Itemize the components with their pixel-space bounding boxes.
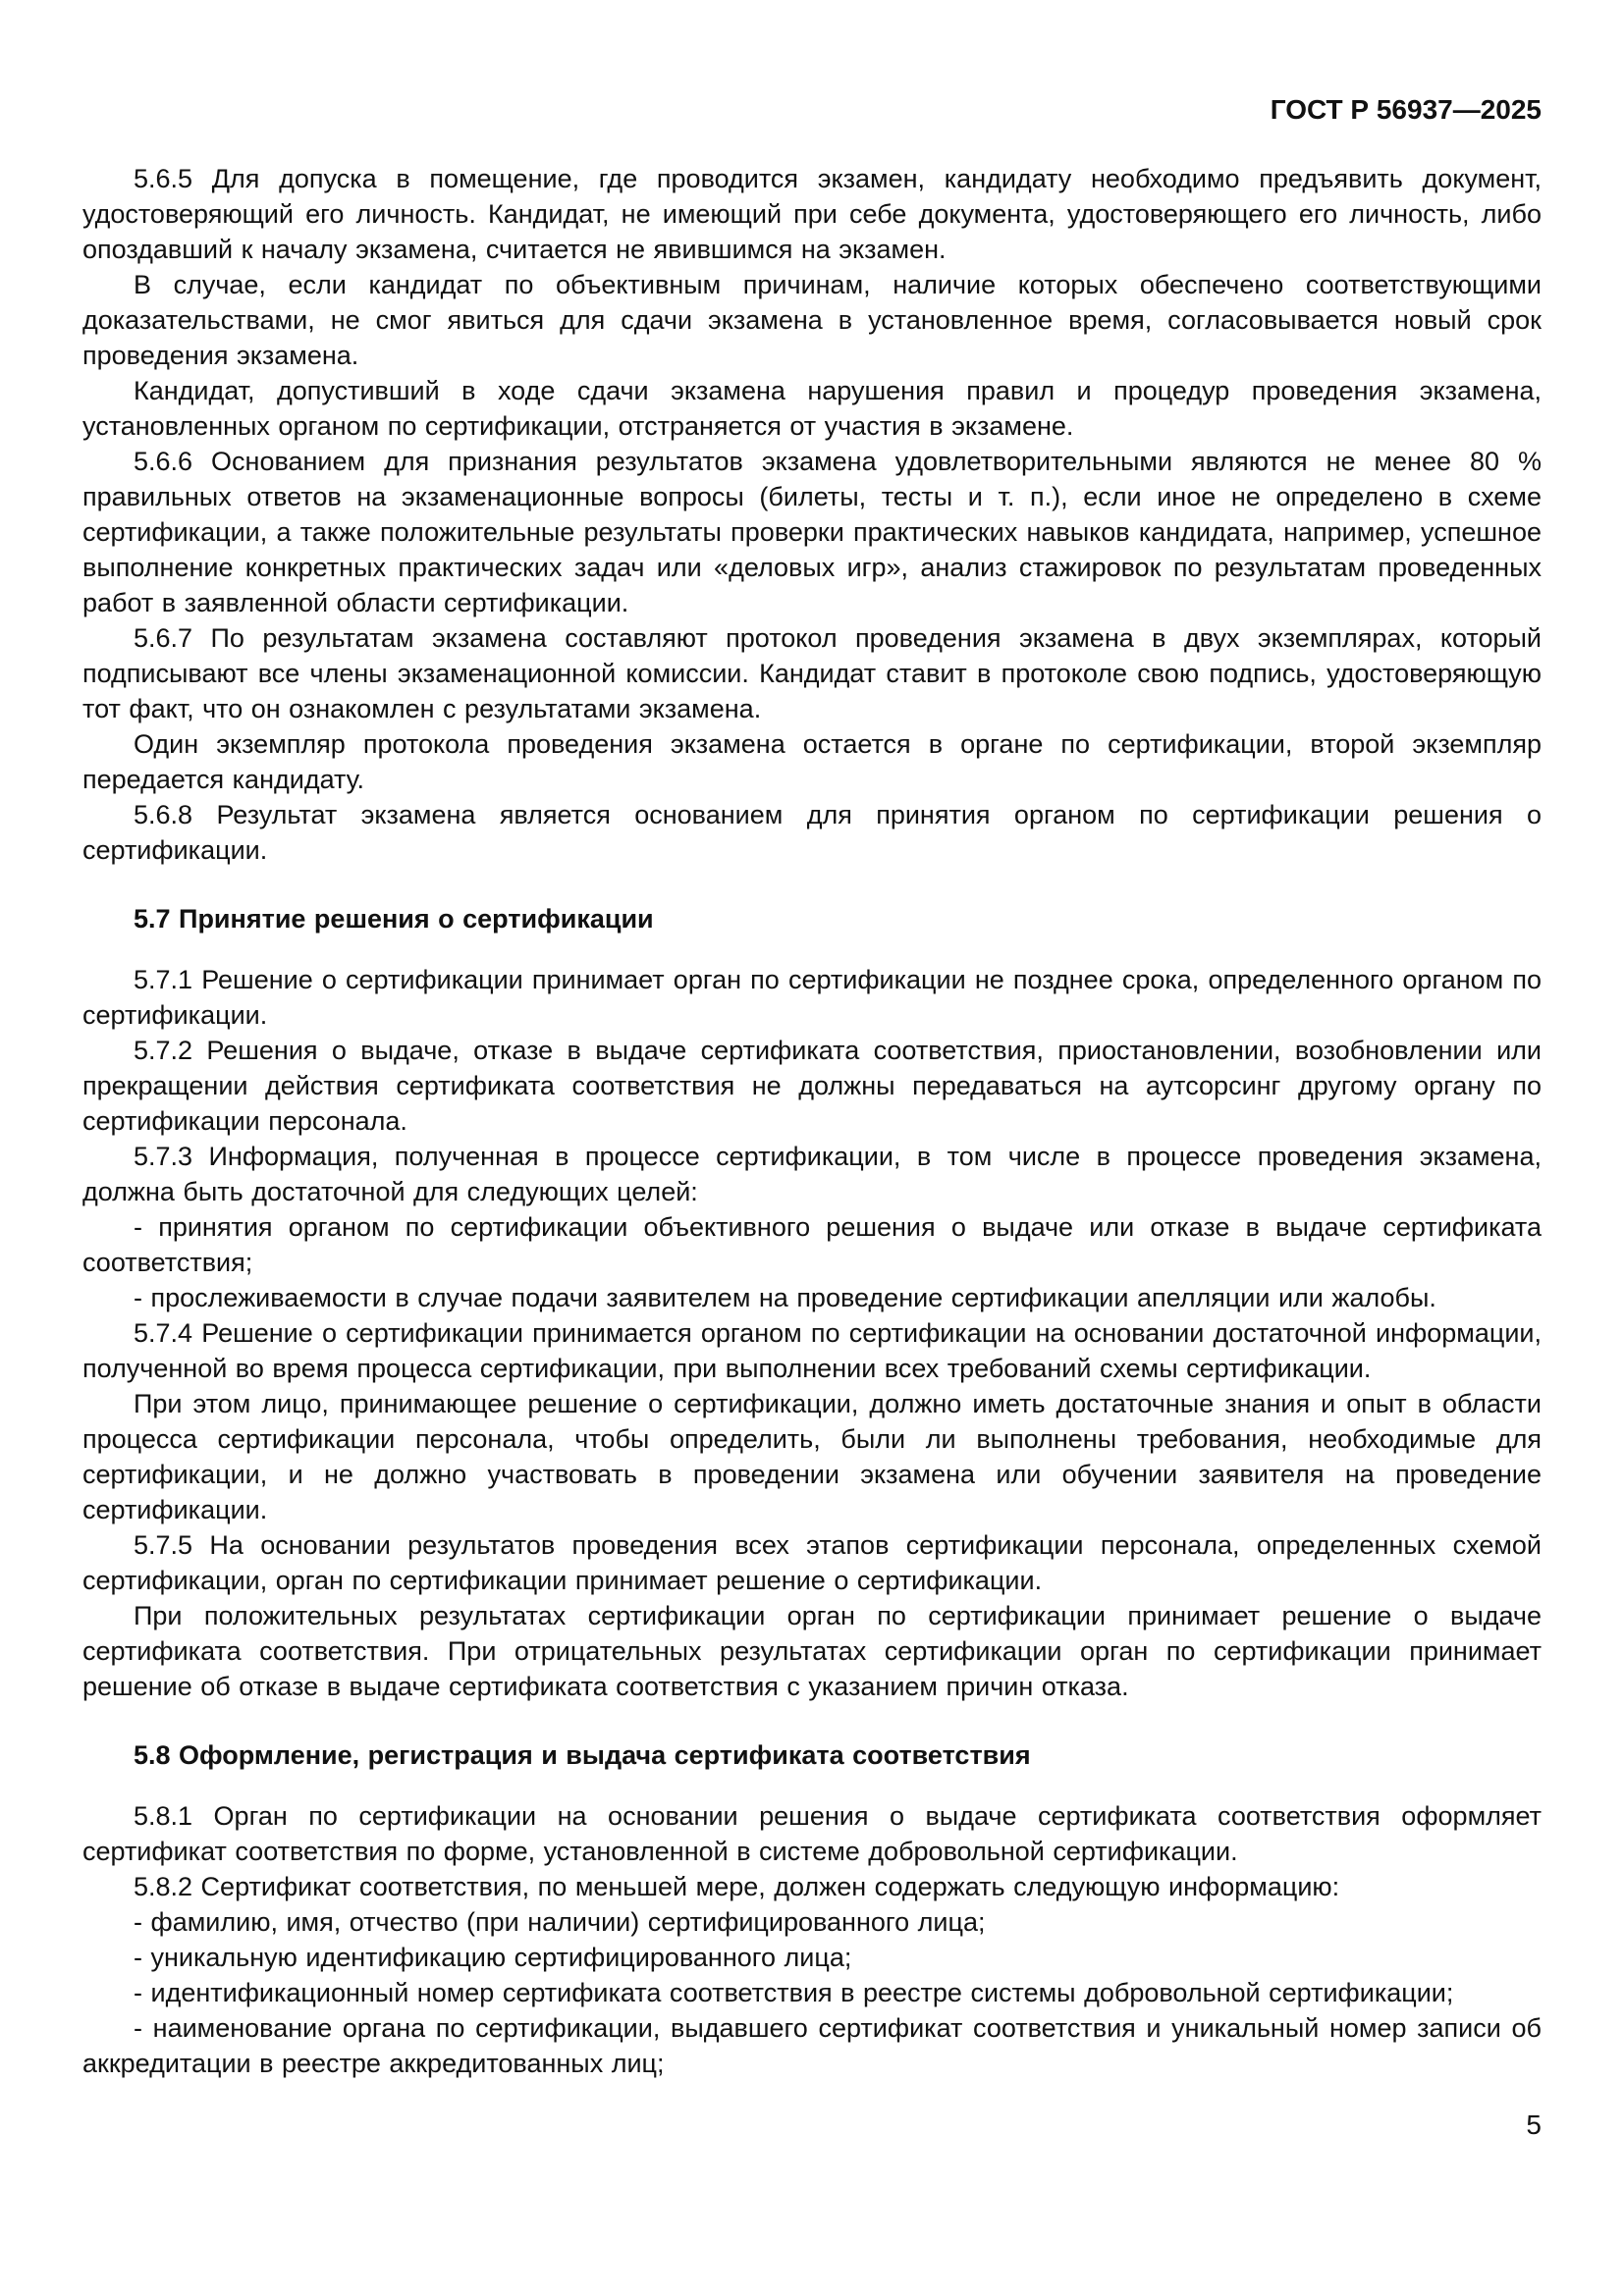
paragraph: 5.6.7 По результатам экзамена составляют протокол проведения экзамена в двух экземплярах, который подписывают все члены экзаменационной комиссии. Кандидат ставит в протоколе свою подпись, удостоверяющую тот факт, что он ознакомлен с результатами экзамена. [82,623,1542,723]
paragraph: 5.7.4 Решение о сертификации принимается органом по сертификации на основании достаточной информации, полученной во время процесса сертификации, при выполнении всех требований схемы сертификации. [82,1318,1542,1383]
paragraph: В случае, если кандидат по объективным причинам, наличие которых обеспечено соответствующими доказательствами, не смог явиться для сдачи экзамена в установленное время, согласовывается новый срок проведения экзамена. [82,270,1542,370]
paragraph: 5.8.2 Сертификат соответствия, по меньшей мере, должен содержать следующую информацию: [134,1872,1340,1901]
paragraph: 5.6.6 Основанием для признания результатов экзамена удовлетворительными являются не менее 80 % правильных ответов на экзаменационные вопросы (билеты, тесты и т. п.), если иное не определено в схеме сертификации, а также положительные результаты проверки практических навыков кандидата, например, успешное выполнение конкретных практических задач или «деловых игр», анализ стажировок по результатам проведенных работ в заявленной области сертификации. [82,447,1542,617]
paragraph: - фамилию, имя, отчество (при наличии) сертифицированного лица; [134,1907,986,1937]
document-body [82,161,1542,2081]
paragraph: - идентификационный номер сертификата соответствия в реестре системы добровольной сертификации; [134,1978,1454,2007]
paragraph: - наименование органа по сертификации, выдавшего сертификат соответствия и уникальный номер записи об аккредитации в реестре аккредитованных лиц; [82,2013,1542,2078]
paragraph: При положительных результатах сертификации орган по сертификации принимает решение о выдаче сертификата соответствия. При отрицательных результатах сертификации орган по сертификации принимает решение об отказе в выдаче сертификата соответствия с указанием причин отказа. [82,1601,1542,1701]
paragraph: 5.7.5 На основании результатов проведения всех этапов сертификации персонала, определенных схемой сертификации, орган по сертификации принимает решение о сертификации. [82,1530,1542,1595]
paragraph: 5.7.1 Решение о сертификации принимает орган по сертификации не позднее срока, определенного органом по сертификации. [82,965,1542,1030]
section-heading: 5.7 Принятие решения о сертификации [134,904,654,934]
paragraph: 5.7.3 Информация, полученная в процессе сертификации, в том числе в процессе проведения экзамена, должна быть достаточной для следующих целей: [82,1142,1542,1206]
section-heading: 5.8 Оформление, регистрация и выдача сертификата соответствия [134,1740,1031,1770]
paragraph: - прослеживаемости в случае подачи заявителем на проведение сертификации апелляции или жалобы. [134,1283,1436,1312]
paragraph: При этом лицо, принимающее решение о сертификации, должно иметь достаточные знания и опыт в области процесса сертификации персонала, чтобы определить, были ли выполнены требования, необходимые для сертификации, и не должно участвовать в проведении экзамена или обучении заявителя на проведение сертификации. [82,1389,1542,1524]
doc-number: ГОСТ Р 56937—2025 [1270,94,1542,125]
paragraph: Один экземпляр протокола проведения экзамена остается в органе по сертификации, второй экземпляр передается кандидату. [82,729,1542,794]
paragraph: 5.8.1 Орган по сертификации на основании решения о выдаче сертификата соответствия оформляет сертификат соответствия по форме, установленной в системе добровольной сертификации. [82,1801,1542,1866]
paragraph: 5.6.5 Для допуска в помещение, где проводится экзамен, кандидату необходимо предъявить документ, удостоверяющий его личность. Кандидат, не имеющий при себе документа, удостоверяющего его личность, либо опоздавший к началу экзамена, считается не явившимся на экзамен. [82,164,1542,264]
document-header [82,94,1542,126]
paragraph: Кандидат, допустивший в ходе сдачи экзамена нарушения правил и процедур проведения экзамена, установленных органом по сертификации, отстраняется от участия в экзамене. [82,376,1542,441]
document-footer [1526,2109,1542,2141]
paragraph: 5.7.2 Решения о выдаче, отказе в выдаче сертификата соответствия, приостановлении, возобновлении или прекращении действия сертификата соответствия не должны передаваться на аутсорсинг другому органу по сертификации персонала. [82,1036,1542,1136]
paragraph: - уникальную идентификацию сертифицированного лица; [134,1943,852,1972]
paragraph: - принятия органом по сертификации объективного решения о выдаче или отказе в выдаче сертификата соответствия; [82,1212,1542,1277]
paragraph: 5.6.8 Результат экзамена является основанием для принятия органом по сертификации решения о сертификации. [82,800,1542,865]
page-number: 5 [1526,2109,1542,2140]
